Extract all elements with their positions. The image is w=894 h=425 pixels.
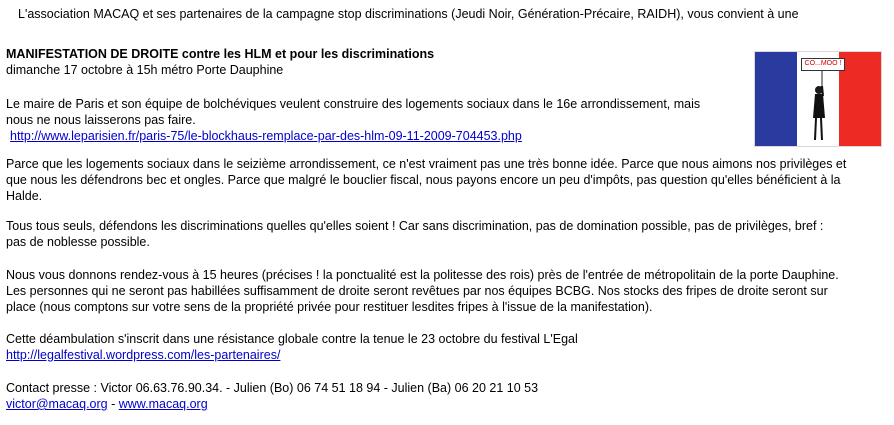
contact-links: [6, 396, 208, 412]
paragraph-1-line-1: Le maire de Paris et son équipe de bolchéviques veulent construire des logements sociaux dans le 16e arrondissement, mais: [6, 97, 701, 111]
email-link[interactable]: victor@macaq.org: [6, 397, 108, 411]
intro-text: L'association MACAQ et ses partenaires de la campagne stop discriminations (Jeudi Noir, Génération-Précaire, RAIDH), vous convient à une: [18, 7, 799, 21]
protester-figure-icon: [809, 70, 829, 144]
event-date: dimanche 17 octobre à 15h métro Porte Dauphine: [6, 63, 284, 77]
link-separator: -: [107, 397, 119, 411]
paragraph-1-line-2: nous ne nous laisserons pas faire.: [6, 113, 196, 127]
flag-image: [754, 51, 882, 147]
paragraph-5-text: Cette déambulation s'inscrit dans une résistance globale contre la tenue le 23 octobre du festival L'Egal: [6, 332, 578, 346]
paragraph-3-line-2: pas de noblesse possible.: [6, 235, 150, 249]
paragraph-2-line-3: Halde.: [6, 189, 43, 203]
paragraph-2-line-1: Parce que les logements sociaux dans le seizième arrondissement, ce n'est vraiment pas une très bonne idée. Parce que nous aimons nos privilèges et: [6, 157, 847, 171]
protest-sign: CO...MOO !: [801, 58, 845, 71]
paragraph-4-line-3: place (nous comptons sur votre sens de la propriété privée pour restituer lesdites fripes à l'issue de la manifestation).: [6, 300, 653, 314]
event-title: MANIFESTATION DE DROITE contre les HLM et pour les discriminations: [6, 47, 435, 61]
flag-red-band: [839, 52, 881, 146]
leparisien-link[interactable]: http://www.leparisien.fr/paris-75/le-blockhaus-remplace-par-des-hlm-09-11-2009-704453.php: [10, 129, 522, 143]
legalfestival-link[interactable]: http://legalfestival.wordpress.com/les-partenaires/: [6, 348, 281, 362]
flag-white-band: [797, 52, 842, 146]
contact-line: Contact presse : Victor 06.63.76.90.34. - Julien (Bo) 06 74 51 18 94 - Julien (Ba) 06 20 21 10 53: [6, 381, 539, 395]
paragraph-4-line-2: Les personnes qui ne seront pas habillées suffisamment de droite seront revêtues par nos équipes BCBG. Nos stocks des fripes de droite seront sur: [6, 284, 828, 298]
paragraph-2-line-2: que nous les défendrons bec et ongles. Parce que malgré le bouclier fiscal, nous payons encore un peu d'impôts, pas question qu'elles bénéficient à la: [6, 173, 841, 187]
paragraph-3-line-1: Tous tous seuls, défendons les discriminations quelles qu'elles soient ! Car sans discrimination, pas de domination possible, pas de privilèges, bref :: [6, 219, 824, 233]
flag-blue-band: [755, 52, 797, 146]
website-link[interactable]: www.macaq.org: [118, 397, 208, 411]
paragraph-4-line-1: Nous vous donnons rendez-vous à 15 heures (précises ! la ponctualité est la politesse des rois) près de l'entrée de métropolitain de la porte Dauphine.: [6, 268, 839, 282]
